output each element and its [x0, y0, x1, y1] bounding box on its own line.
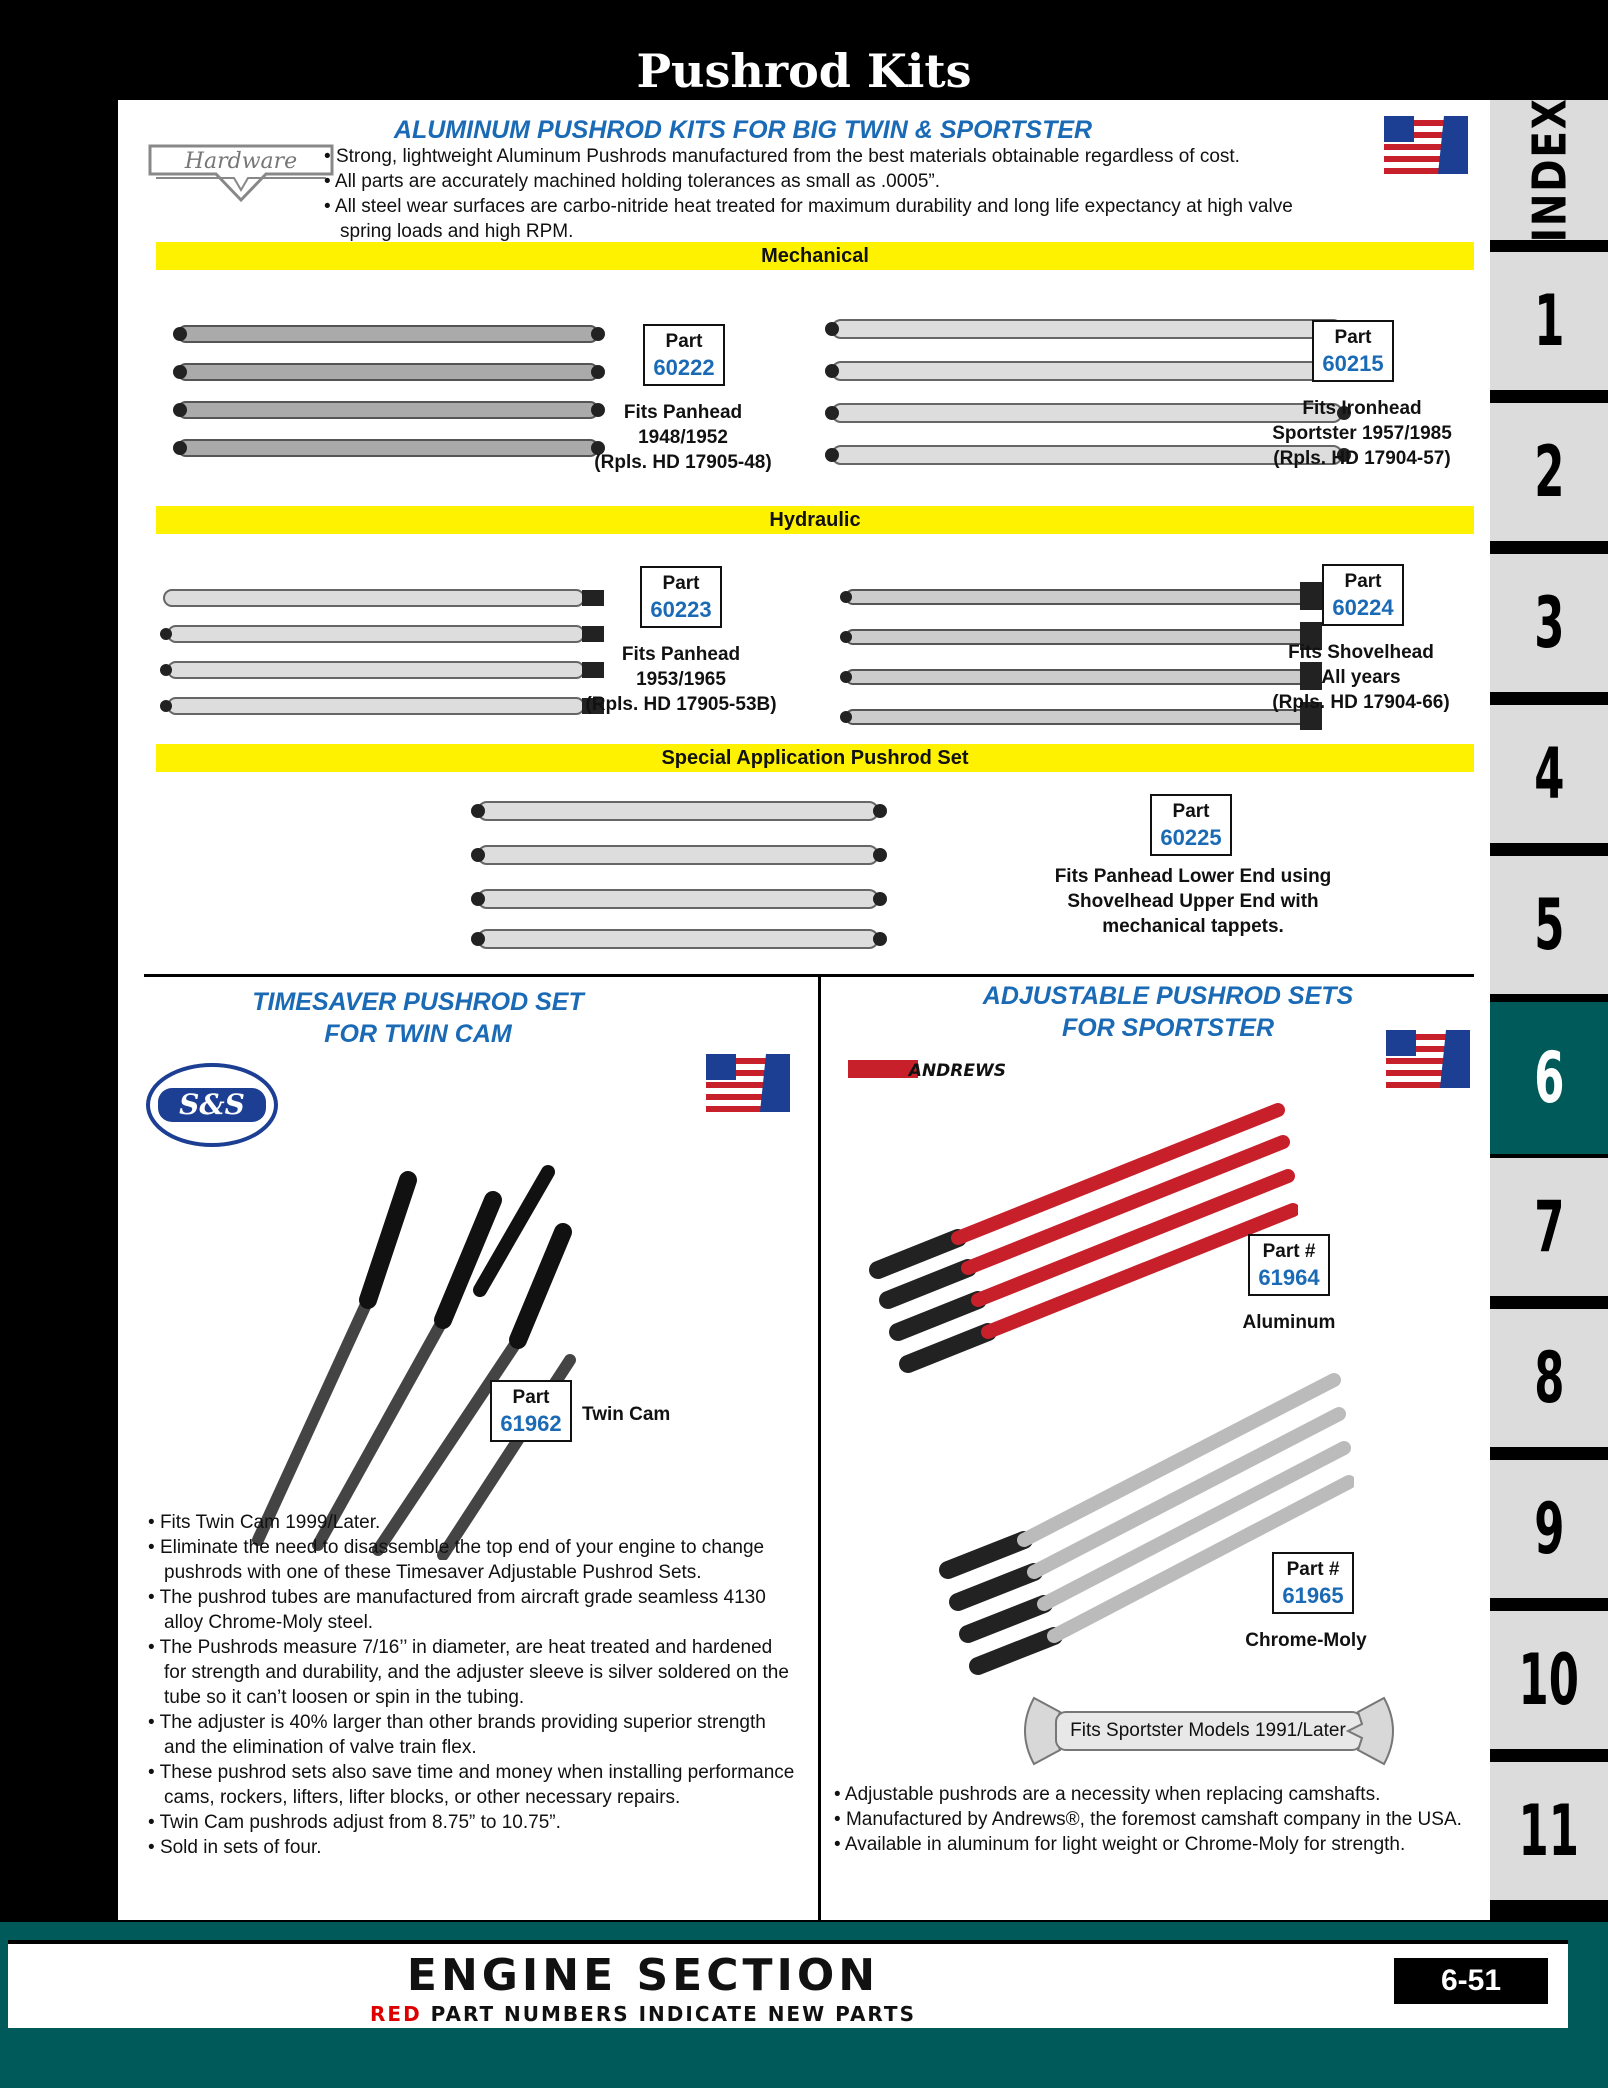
timesaver-pushrods-image	[228, 1140, 668, 1560]
caption-aluminum: Aluminum	[1242, 1312, 1336, 1333]
wrench-label: Fits Sportster Models 1991/Later	[1070, 1720, 1346, 1741]
fits-60215: Fits Ironhead Sportster 1957/1985 (Rpls. HD 17904-57)	[1272, 398, 1452, 469]
made-in-usa-flag-icon	[1384, 116, 1468, 174]
part-number: 60222	[653, 355, 715, 380]
andrews-logo	[848, 1058, 1008, 1082]
pushrods-60222-image	[168, 316, 618, 476]
aluminum-bullet-2: • All parts are accurately machined holding tolerances as small as .0005”.	[324, 169, 1324, 194]
part-box-60223: Part 60223	[640, 566, 722, 628]
column-divider	[818, 974, 821, 1920]
timesaver-bullet-5: • The adjuster is 40% larger than other brands providing superior strength and the elimination of valve train flex.	[148, 1710, 798, 1760]
adjustable-title: ADJUSTABLE PUSHROD SETS FOR SPORTSTER	[982, 982, 1354, 1042]
pushrods-60225-image	[466, 790, 906, 960]
part-number: 61962	[500, 1411, 562, 1436]
adjustable-aluminum-pushrods-image	[858, 1100, 1298, 1380]
timesaver-bullet-1: • Fits Twin Cam 1999/Later.	[148, 1510, 798, 1535]
caption-chrome-moly: Chrome-Moly	[1245, 1630, 1367, 1651]
fits-60225: Fits Panhead Lower End using Shovelhead Upper End with mechanical tappets.	[1054, 866, 1332, 937]
caption-twin-cam: Twin Cam	[582, 1404, 671, 1425]
tab-1[interactable]: 1	[1490, 252, 1608, 390]
part-box-61965: Part # 61965	[1272, 1552, 1354, 1614]
part-number: 61965	[1282, 1583, 1344, 1608]
part-box-60224: Part 60224	[1322, 564, 1404, 626]
hardware-logo	[146, 140, 336, 204]
special-application-bar: Special Application Pushrod Set	[156, 744, 1474, 772]
section-divider	[144, 974, 1474, 977]
page-number: 6-51	[1394, 1958, 1548, 2004]
part-number: 60223	[650, 597, 712, 622]
made-in-usa-flag-icon	[1386, 1030, 1470, 1088]
footer-band	[8, 1940, 1568, 2028]
andrews-logo-text: ANDREWS	[908, 1061, 1006, 1081]
content-area	[118, 100, 1490, 1920]
pushrods-60223-image	[154, 582, 614, 732]
mechanical-bar: Mechanical	[156, 242, 1474, 270]
timesaver-bullet-8: • Sold in sets of four.	[148, 1835, 798, 1860]
part-number: 60224	[1332, 595, 1394, 620]
timesaver-bullet-7: • Twin Cam pushrods adjust from 8.75” to 10.75”.	[148, 1810, 798, 1835]
tab-4[interactable]: 4	[1490, 705, 1608, 843]
tab-6[interactable]: 6	[1490, 1002, 1608, 1154]
footer	[0, 1922, 1608, 2088]
hydraulic-bar: Hydraulic	[156, 506, 1474, 534]
tab-9[interactable]: 9	[1490, 1460, 1608, 1598]
tab-11[interactable]: 11	[1490, 1762, 1608, 1900]
aluminum-bullet-3: • All steel wear surfaces are carbo-nitride heat treated for maximum durability and long life expectancy at high valve spring loads and high RPM.	[324, 194, 1324, 244]
adjustable-bullets	[834, 1782, 1474, 1857]
tab-2[interactable]: 2	[1490, 403, 1608, 541]
timesaver-title: TIMESAVER PUSHROD SET FOR TWIN CAM	[252, 988, 584, 1048]
part-number: 60225	[1160, 825, 1222, 850]
footer-title: ENGINE SECTION	[406, 1950, 880, 2001]
tab-7[interactable]: 7	[1490, 1158, 1608, 1296]
part-box-60222: Part 60222	[643, 324, 725, 386]
page-title: Pushrod Kits	[636, 44, 972, 98]
part-number: 60215	[1322, 351, 1384, 376]
aluminum-bullet-1: • Strong, lightweight Aluminum Pushrods manufactured from the best materials obtainable regardless of cost.	[324, 144, 1324, 169]
part-box-61962: Part 61962	[490, 1380, 572, 1442]
fits-60222: Fits Panhead 1948/1952 (Rpls. HD 17905-48)	[594, 402, 772, 473]
tab-5[interactable]: 5	[1490, 856, 1608, 994]
hardware-logo-text: Hardware	[184, 149, 298, 174]
timesaver-bullet-6: • These pushrod sets also save time and money when installing performance cams, rockers, lifters, lifter blocks, or other necessary repairs.	[148, 1760, 798, 1810]
tab-3[interactable]: 3	[1490, 554, 1608, 692]
fits-60223: Fits Panhead 1953/1965 (Rpls. HD 17905-53B)	[585, 644, 777, 715]
timesaver-bullet-2: • Eliminate the need to disassemble the top end of your engine to change pushrods with one of these Timesaver Adjustable Pushrod Sets.	[148, 1535, 798, 1585]
fits-60224: Fits Shovelhead All years (Rpls. HD 17904-66)	[1272, 642, 1450, 713]
ss-logo	[144, 1060, 280, 1150]
adjustable-bullet-3: • Available in aluminum for light weight or Chrome-Moly for strength.	[834, 1832, 1474, 1857]
part-box-61964: Part # 61964	[1248, 1234, 1330, 1296]
part-box-60215: Part 60215	[1312, 320, 1394, 382]
tab-index[interactable]: INDEX	[1490, 100, 1608, 240]
made-in-usa-flag-icon	[706, 1054, 790, 1112]
tab-10[interactable]: 10	[1490, 1611, 1608, 1749]
tab-8[interactable]: 8	[1490, 1309, 1608, 1447]
section-sidebar	[1490, 97, 1608, 1920]
footer-subtitle: RED PART NUMBERS INDICATE NEW PARTS	[370, 2002, 916, 2026]
aluminum-section-title: ALUMINUM PUSHROD KITS FOR BIG TWIN & SPORTSTER	[393, 116, 1093, 144]
timesaver-bullets	[148, 1510, 798, 1860]
adjustable-bullet-2: • Manufactured by Andrews®, the foremost camshaft company in the USA.	[834, 1807, 1474, 1832]
ss-logo-text: S&S	[179, 1088, 245, 1121]
adjustable-bullet-1: • Adjustable pushrods are a necessity when replacing camshafts.	[834, 1782, 1474, 1807]
aluminum-bullets	[324, 144, 1324, 244]
timesaver-bullet-3: • The pushrod tubes are manufactured from aircraft grade seamless 4130 alloy Chrome-Moly steel.	[148, 1585, 798, 1635]
timesaver-bullet-4: • The Pushrods measure 7/16’’ in diameter, are heat treated and hardened for strength and durability, and the adjuster sleeve is silver soldered on the tube so it can’t loosen or spin in the tubing.	[148, 1635, 798, 1710]
part-number: 61964	[1258, 1265, 1320, 1290]
part-box-60225: Part 60225	[1150, 794, 1232, 856]
